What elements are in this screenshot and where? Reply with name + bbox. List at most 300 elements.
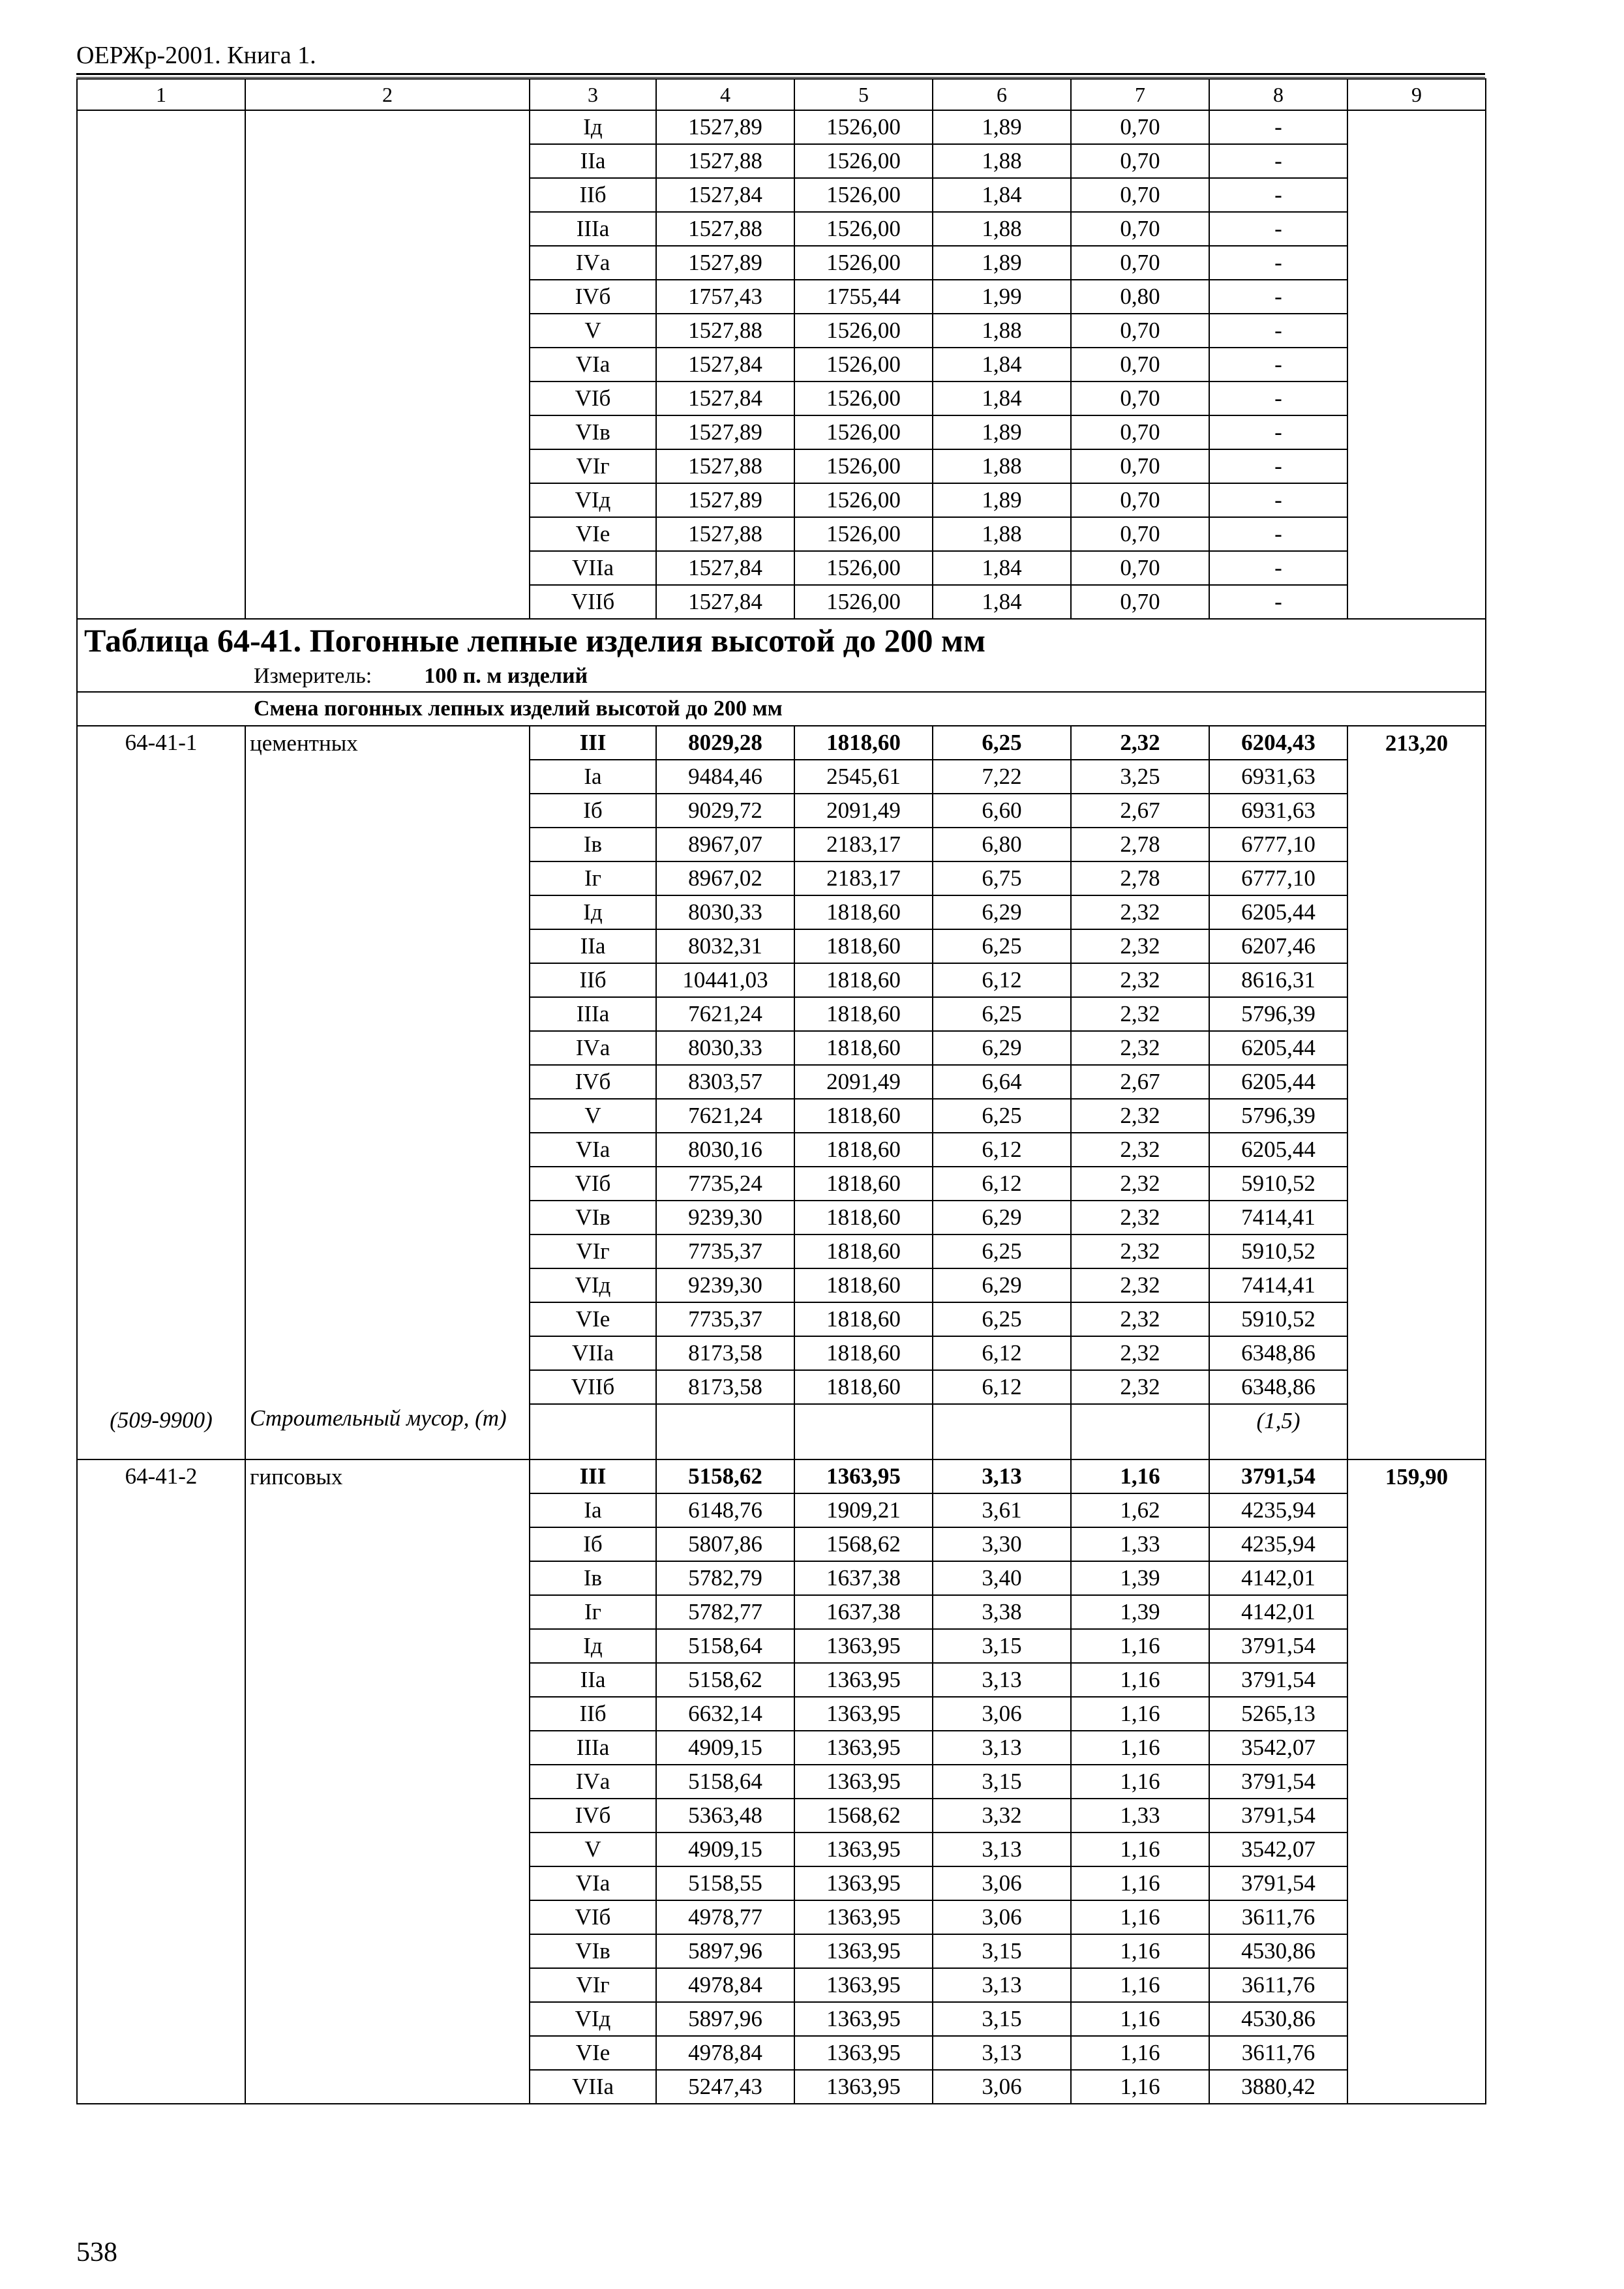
rate-code [77, 1065, 245, 1099]
column-number: 1 [77, 79, 245, 110]
rate-code [77, 1031, 245, 1065]
table-row [77, 1493, 1486, 1527]
value-cell: 8030,33 [656, 895, 794, 929]
value-cell: 2091,49 [794, 794, 933, 828]
rate-code [77, 2002, 245, 2036]
value-cell: - [1209, 517, 1347, 551]
value-cell: V [530, 1099, 656, 1133]
table-row [77, 828, 1486, 861]
value-cell: 4530,86 [1209, 1934, 1347, 1968]
value-cell: 1,16 [1071, 1629, 1209, 1663]
value-cell: VIв [530, 415, 656, 449]
value-cell: 6931,63 [1209, 760, 1347, 794]
col9-cell [1347, 483, 1486, 517]
name-cell [245, 246, 530, 280]
value-cell: IIб [530, 1697, 656, 1731]
rate-name [245, 1302, 530, 1336]
rate-code [77, 794, 245, 828]
value-cell: 3,61 [933, 1493, 1071, 1527]
value-cell: 6,75 [933, 861, 1071, 895]
value-cell: 0,80 [1071, 280, 1209, 314]
value-cell: III [530, 1459, 656, 1493]
running-header: ОЕРЖр-2001. Книга 1. [76, 42, 316, 69]
value-cell: - [1209, 551, 1347, 585]
measure-row [77, 661, 1486, 692]
empty-cell [656, 1404, 794, 1459]
col9-cell [1347, 348, 1486, 382]
value-cell: Iв [530, 828, 656, 861]
rate-name [245, 1527, 530, 1561]
value-cell: 1,88 [933, 449, 1071, 483]
value-cell: 4909,15 [656, 1731, 794, 1765]
value-cell: 6205,44 [1209, 1133, 1347, 1167]
table-row [77, 963, 1486, 997]
value-cell: 5782,79 [656, 1561, 794, 1595]
value-cell: 6205,44 [1209, 895, 1347, 929]
table-row [77, 517, 1486, 551]
col9-cell [1347, 1527, 1486, 1561]
value-cell: 2,32 [1071, 1201, 1209, 1234]
value-cell: IIб [530, 963, 656, 997]
col9-cell [1347, 1268, 1486, 1302]
value-cell: VIб [530, 382, 656, 415]
rate-code [77, 1234, 245, 1268]
col9-cell [1347, 861, 1486, 895]
value-cell: 1363,95 [794, 1833, 933, 1866]
col9-cell [1347, 1799, 1486, 1833]
value-cell: 1526,00 [794, 382, 933, 415]
value-cell: - [1209, 348, 1347, 382]
table-subtitle: Смена погонных лепных изделий высотой до 200 мм [77, 692, 1486, 726]
value-cell: 2,32 [1071, 1099, 1209, 1133]
value-cell: VIа [530, 1133, 656, 1167]
table-row [77, 1697, 1486, 1731]
value-cell: III [530, 726, 656, 760]
value-cell: 1527,89 [656, 110, 794, 144]
value-cell: 9029,72 [656, 794, 794, 828]
value-cell: 3,15 [933, 1765, 1071, 1799]
value-cell: 2,32 [1071, 726, 1209, 760]
name-cell [245, 144, 530, 178]
value-cell: 1,84 [933, 178, 1071, 212]
col9-cell [1347, 2070, 1486, 2104]
value-cell: 2,32 [1071, 1031, 1209, 1065]
rate-code [77, 760, 245, 794]
value-cell: 1,16 [1071, 1934, 1209, 1968]
note-code: (509-9900) [77, 1404, 245, 1459]
col9-cell [1347, 963, 1486, 997]
table-row [77, 1133, 1486, 1167]
col9-cell [1347, 2002, 1486, 2036]
value-cell: 4530,86 [1209, 2002, 1347, 2036]
note-row [77, 1404, 1486, 1459]
table-row [77, 1099, 1486, 1133]
value-cell: 6,25 [933, 929, 1071, 963]
rate-code [77, 1099, 245, 1133]
value-cell: VIIа [530, 551, 656, 585]
col9-cell [1347, 1201, 1486, 1234]
col9-cell [1347, 1370, 1486, 1404]
value-cell: 1,84 [933, 551, 1071, 585]
table-row [77, 2070, 1486, 2104]
value-cell: 6,25 [933, 1099, 1071, 1133]
value-cell: 0,70 [1071, 415, 1209, 449]
value-cell: 10441,03 [656, 963, 794, 997]
rate-name [245, 2036, 530, 2070]
name-cell [245, 449, 530, 483]
value-cell: 2545,61 [794, 760, 933, 794]
value-cell: 5897,96 [656, 2002, 794, 2036]
col9-cell [1347, 246, 1486, 280]
table-row [77, 861, 1486, 895]
value-cell: 1526,00 [794, 585, 933, 619]
name-cell [245, 483, 530, 517]
column-number: 8 [1209, 79, 1347, 110]
table-row [77, 1934, 1486, 1968]
rate-name [245, 828, 530, 861]
column-number: 2 [245, 79, 530, 110]
value-cell: IVб [530, 1065, 656, 1099]
value-cell: 0,70 [1071, 382, 1209, 415]
value-cell: 5910,52 [1209, 1167, 1347, 1201]
value-cell: 1,89 [933, 415, 1071, 449]
value-cell: 1818,60 [794, 895, 933, 929]
value-cell: - [1209, 382, 1347, 415]
value-cell: 0,70 [1071, 348, 1209, 382]
col9-cell [1347, 1561, 1486, 1595]
value-cell: Iг [530, 1595, 656, 1629]
value-cell: IIа [530, 144, 656, 178]
value-cell: 1,16 [1071, 2002, 1209, 2036]
col9-cell [1347, 110, 1486, 144]
table-row [77, 483, 1486, 517]
value-cell: 1527,88 [656, 144, 794, 178]
rate-code [77, 1866, 245, 1900]
rate-code [77, 1302, 245, 1336]
rate-code [77, 1527, 245, 1561]
value-cell: 1527,88 [656, 314, 794, 348]
value-cell: 6,29 [933, 1268, 1071, 1302]
value-cell: Iв [530, 1561, 656, 1595]
value-cell: 0,70 [1071, 110, 1209, 144]
value-cell: 1818,60 [794, 1336, 933, 1370]
value-cell: 1818,60 [794, 1268, 933, 1302]
value-cell: IVа [530, 1765, 656, 1799]
value-cell: 1526,00 [794, 551, 933, 585]
rate-name [245, 997, 530, 1031]
rate-code: 64-41-1 [77, 726, 245, 760]
table-row [77, 314, 1486, 348]
code-cell [77, 415, 245, 449]
col9-cell [1347, 1697, 1486, 1731]
value-cell: 3,13 [933, 1663, 1071, 1697]
col9-cell [1347, 1663, 1486, 1697]
rate-name [245, 1065, 530, 1099]
rate-name [245, 1968, 530, 2002]
value-cell: IIIа [530, 1731, 656, 1765]
value-cell: 6,80 [933, 828, 1071, 861]
value-cell: 6632,14 [656, 1697, 794, 1731]
code-cell [77, 314, 245, 348]
rate-code [77, 1493, 245, 1527]
col9-cell [1347, 828, 1486, 861]
value-cell: 4909,15 [656, 1833, 794, 1866]
table-row [77, 1900, 1486, 1934]
table-row [77, 1968, 1486, 2002]
value-cell: 2,67 [1071, 794, 1209, 828]
page-number: 538 [76, 2237, 117, 2267]
value-cell: 4142,01 [1209, 1595, 1347, 1629]
rate-name [245, 1201, 530, 1234]
value-cell: 1,16 [1071, 2070, 1209, 2104]
code-cell [77, 483, 245, 517]
value-cell: 5782,77 [656, 1595, 794, 1629]
value-cell: VIIб [530, 1370, 656, 1404]
table-row [77, 1663, 1486, 1697]
value-cell: 1527,88 [656, 449, 794, 483]
value-cell: 2,32 [1071, 1370, 1209, 1404]
value-cell: 3,13 [933, 1833, 1071, 1866]
value-cell: 7,22 [933, 760, 1071, 794]
value-cell: - [1209, 449, 1347, 483]
value-cell: 3,25 [1071, 760, 1209, 794]
value-cell: 1526,00 [794, 144, 933, 178]
rate-name [245, 1561, 530, 1595]
value-cell: 1527,88 [656, 517, 794, 551]
table-row [77, 1799, 1486, 1833]
table-row [77, 246, 1486, 280]
value-cell: 6,25 [933, 1234, 1071, 1268]
value-cell: 8029,28 [656, 726, 794, 760]
measure-label: Измеритель: [254, 664, 372, 688]
rate-code [77, 1370, 245, 1404]
value-cell: 6148,76 [656, 1493, 794, 1527]
rate-code [77, 1201, 245, 1234]
col9-cell [1347, 212, 1486, 246]
value-cell: 1526,00 [794, 246, 933, 280]
value-cell: 1,99 [933, 280, 1071, 314]
col9-cell [1347, 794, 1486, 828]
value-cell: VIв [530, 1201, 656, 1234]
value-cell: V [530, 1833, 656, 1866]
value-cell: 1568,62 [794, 1527, 933, 1561]
rate-code [77, 1133, 245, 1167]
value-cell: 1527,84 [656, 348, 794, 382]
value-cell: V [530, 314, 656, 348]
rate-name [245, 1900, 530, 1934]
value-cell: 5807,86 [656, 1527, 794, 1561]
rate-code [77, 1799, 245, 1833]
value-cell: 8030,16 [656, 1133, 794, 1167]
value-cell: 1,88 [933, 212, 1071, 246]
value-cell: 7735,24 [656, 1167, 794, 1201]
value-cell: 1637,38 [794, 1561, 933, 1595]
table-row [77, 1527, 1486, 1561]
col9-cell [1347, 1099, 1486, 1133]
rate-code [77, 1968, 245, 2002]
value-cell: 1526,00 [794, 415, 933, 449]
value-cell: 3,13 [933, 1968, 1071, 2002]
col9-cell [1347, 415, 1486, 449]
table-row [77, 794, 1486, 828]
table-row [77, 1765, 1486, 1799]
value-cell: 6348,86 [1209, 1336, 1347, 1370]
value-cell: 1818,60 [794, 1201, 933, 1234]
col9-cell [1347, 585, 1486, 619]
value-cell: 1,39 [1071, 1561, 1209, 1595]
value-cell: 0,70 [1071, 585, 1209, 619]
value-cell: 0,70 [1071, 551, 1209, 585]
rate-code [77, 1697, 245, 1731]
value-cell: 3,15 [933, 2002, 1071, 2036]
value-cell: 0,70 [1071, 212, 1209, 246]
value-cell: 1526,00 [794, 178, 933, 212]
rate-code [77, 1268, 245, 1302]
value-cell: 2,32 [1071, 1268, 1209, 1302]
value-cell: 1,62 [1071, 1493, 1209, 1527]
name-cell [245, 551, 530, 585]
value-cell: 2,78 [1071, 828, 1209, 861]
col9-cell [1347, 449, 1486, 483]
col9-cell [1347, 1934, 1486, 1968]
value-cell: 1527,84 [656, 551, 794, 585]
value-cell: 8967,07 [656, 828, 794, 861]
value-cell: 8030,33 [656, 1031, 794, 1065]
value-cell: 2183,17 [794, 861, 933, 895]
col9-cell [1347, 314, 1486, 348]
rate-code [77, 997, 245, 1031]
rate-code [77, 1934, 245, 1968]
column-number: 6 [933, 79, 1071, 110]
value-cell: Iд [530, 110, 656, 144]
col9-cell [1347, 1731, 1486, 1765]
value-cell: 2,32 [1071, 963, 1209, 997]
value-cell: 1527,89 [656, 415, 794, 449]
name-cell [245, 314, 530, 348]
value-cell: VIг [530, 449, 656, 483]
code-cell [77, 551, 245, 585]
value-cell: 1818,60 [794, 963, 933, 997]
value-cell: 0,70 [1071, 314, 1209, 348]
code-cell [77, 348, 245, 382]
col9-cell: 159,90 [1347, 1459, 1486, 1493]
rate-name [245, 1765, 530, 1799]
col9-cell [1347, 1234, 1486, 1268]
value-cell: 3611,76 [1209, 1900, 1347, 1934]
value-cell: 3,13 [933, 2036, 1071, 2070]
measure-value: 100 п. м изделий [424, 664, 588, 688]
rate-name [245, 1629, 530, 1663]
value-cell: 3,13 [933, 1731, 1071, 1765]
value-cell: 3,32 [933, 1799, 1071, 1833]
value-cell: 1363,95 [794, 1934, 933, 1968]
col9-cell [1347, 1765, 1486, 1799]
name-cell [245, 280, 530, 314]
value-cell: 2,32 [1071, 1167, 1209, 1201]
col9-cell [1347, 1900, 1486, 1934]
value-cell: 4978,84 [656, 1968, 794, 2002]
value-cell: 2183,17 [794, 828, 933, 861]
rate-name [245, 929, 530, 963]
code-cell [77, 517, 245, 551]
table-row [77, 726, 1486, 760]
col9-cell [1347, 1031, 1486, 1065]
rate-name [245, 1336, 530, 1370]
col9-cell [1347, 1968, 1486, 2002]
value-cell: 5158,55 [656, 1866, 794, 1900]
col9-cell [1347, 1065, 1486, 1099]
rate-name [245, 1370, 530, 1404]
rate-code [77, 963, 245, 997]
value-cell: 5910,52 [1209, 1234, 1347, 1268]
value-cell: 6931,63 [1209, 794, 1347, 828]
value-cell: 1818,60 [794, 1133, 933, 1167]
col9-cell [1347, 2036, 1486, 2070]
rate-name [245, 1493, 530, 1527]
value-cell: VIб [530, 1167, 656, 1201]
value-cell: IVа [530, 246, 656, 280]
value-cell: IVа [530, 1031, 656, 1065]
value-cell: 1,84 [933, 382, 1071, 415]
value-cell: 8032,31 [656, 929, 794, 963]
value-cell: VIе [530, 517, 656, 551]
rate-code [77, 861, 245, 895]
value-cell: VIв [530, 1934, 656, 1968]
value-cell: 5247,43 [656, 2070, 794, 2104]
rate-code [77, 828, 245, 861]
value-cell: 1,88 [933, 314, 1071, 348]
value-cell: 6,64 [933, 1065, 1071, 1099]
value-cell: 6,25 [933, 726, 1071, 760]
value-cell: 1363,95 [794, 1866, 933, 1900]
value-cell: 9484,46 [656, 760, 794, 794]
rate-name [245, 2070, 530, 2104]
value-cell: 3,06 [933, 1697, 1071, 1731]
col9-cell [1347, 382, 1486, 415]
value-cell: 1,16 [1071, 1765, 1209, 1799]
rate-name [245, 1268, 530, 1302]
value-cell: 6,12 [933, 1133, 1071, 1167]
value-cell: 1,33 [1071, 1527, 1209, 1561]
value-cell: 1363,95 [794, 1968, 933, 2002]
code-cell [77, 280, 245, 314]
col9-cell [1347, 178, 1486, 212]
column-number: 3 [530, 79, 656, 110]
value-cell: 1363,95 [794, 1900, 933, 1934]
value-cell: VIIб [530, 585, 656, 619]
value-cell: 5158,64 [656, 1629, 794, 1663]
value-cell: 2,32 [1071, 929, 1209, 963]
value-cell: 1526,00 [794, 348, 933, 382]
value-cell: VIе [530, 1302, 656, 1336]
value-cell: 3,15 [933, 1629, 1071, 1663]
table-row [77, 1201, 1486, 1234]
value-cell: 3,06 [933, 2070, 1071, 2104]
rate-name [245, 1934, 530, 1968]
col9-cell [1347, 1302, 1486, 1336]
value-cell: 1,16 [1071, 1833, 1209, 1866]
value-cell: 1527,84 [656, 178, 794, 212]
table-row [77, 1370, 1486, 1404]
value-cell: 5897,96 [656, 1934, 794, 1968]
value-cell: 4978,84 [656, 2036, 794, 2070]
value-cell: 5910,52 [1209, 1302, 1347, 1336]
value-cell: Iг [530, 861, 656, 895]
value-cell: 3791,54 [1209, 1765, 1347, 1799]
value-cell: 6,12 [933, 963, 1071, 997]
rate-name [245, 1663, 530, 1697]
value-cell: 3542,07 [1209, 1833, 1347, 1866]
